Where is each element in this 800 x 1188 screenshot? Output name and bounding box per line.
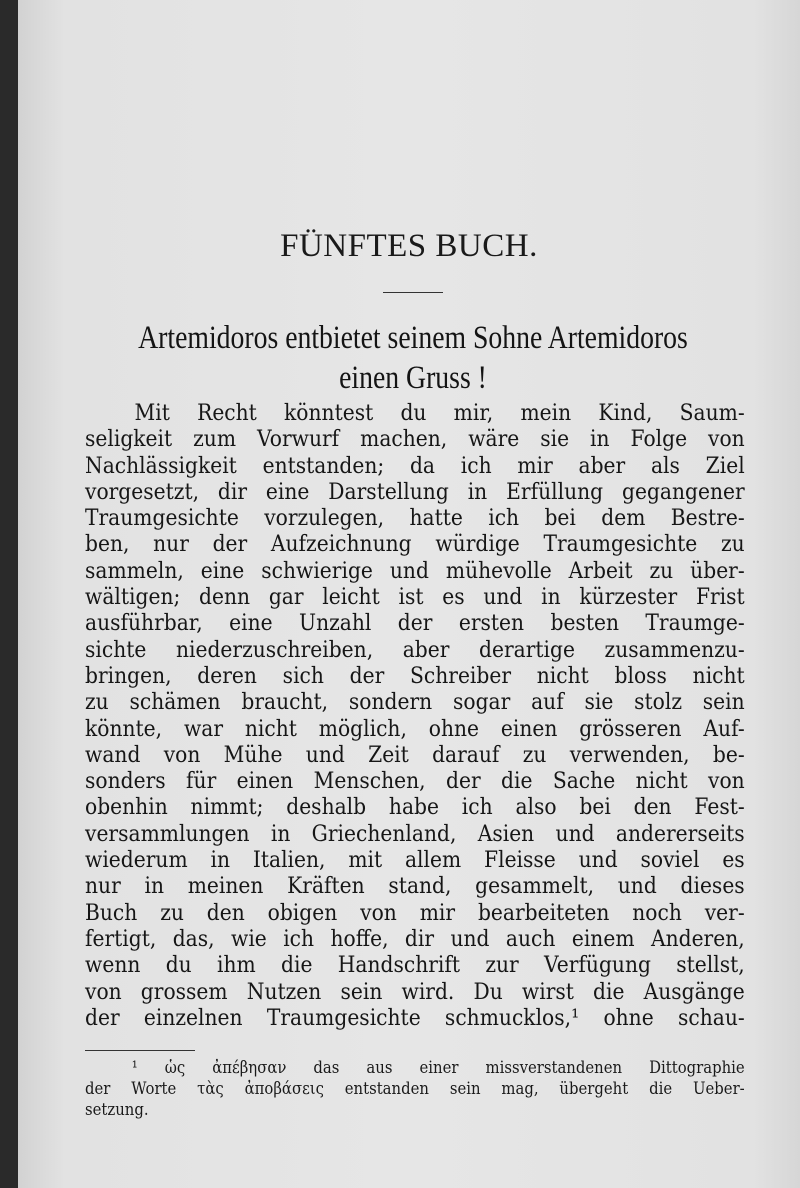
body-line: ben, nur der Aufzeichnung würdige Traumgesichte zu <box>85 531 745 558</box>
chapter-title: FÜNFTES BUCH. <box>280 228 538 264</box>
body-line: wiederum in Italien, mit allem Fleisse und soviel es <box>85 847 745 874</box>
footnote-divider <box>85 1050 195 1051</box>
heading-line-1: Artemidoros entbietet seinem Sohne Artemidoros <box>138 320 688 356</box>
body-line: sammeln, eine schwierige und mühevolle Arbeit zu über- <box>85 557 745 584</box>
footnote-line: ¹ ὡς ἀπέβησαν das aus einer missverstandenen Dittographie <box>131 1058 745 1077</box>
body-line: Buch zu den obigen von mir bearbeiteten noch ver- <box>85 899 745 926</box>
body-line: nur in meinen Kräften stand, gesammelt, und dieses <box>85 873 745 900</box>
footnote <box>85 1057 745 1120</box>
body-line: wenn du ihm die Handschrift zur Verfügung stellst, <box>85 952 745 979</box>
body-line: ausführbar, eine Unzahl der ersten besten Traumge- <box>85 610 745 637</box>
body-text <box>85 400 745 1031</box>
footnote-line: setzung. <box>85 1100 149 1119</box>
body-line: zu schämen braucht, sondern sogar auf sie stolz sein <box>85 689 745 716</box>
book-page <box>18 0 800 1188</box>
body-line: der einzelnen Traumgesichte schmucklos,¹ ohne schau- <box>85 1004 745 1031</box>
heading-line-2: einen Gruss ! <box>339 360 487 396</box>
body-line: vorgesetzt, dir eine Darstellung in Erfüllung gegangener <box>85 478 745 505</box>
body-line: Traumgesichte vorzulegen, hatte ich bei dem Bestre- <box>85 505 745 532</box>
body-line: wand von Mühe und Zeit darauf zu verwenden, be- <box>85 741 745 768</box>
body-line: fertigt, das, wie ich hoffe, dir und auch einem Anderen, <box>85 925 745 952</box>
body-line: Mit Recht könntest du mir, mein Kind, Saum- <box>134 400 745 426</box>
body-line: sichte niederzuschreiben, aber derartige zusammenzu- <box>85 636 745 663</box>
body-line: wältigen; denn gar leicht ist es und in kürzester Frist <box>85 584 745 611</box>
body-line: bringen, deren sich der Schreiber nicht bloss nicht <box>85 662 745 689</box>
body-line: von grossem Nutzen sein wird. Du wirst die Ausgänge <box>85 978 745 1005</box>
body-line: könnte, war nicht möglich, ohne einen grösseren Auf- <box>85 715 745 742</box>
body-line: obenhin nimmt; deshalb habe ich also bei den Fest- <box>85 794 745 821</box>
body-line: Nachlässigkeit entstanden; da ich mir aber als Ziel <box>85 452 745 479</box>
body-line: sonders für einen Menschen, der die Sache nicht von <box>85 768 745 795</box>
letter-heading <box>135 318 691 398</box>
body-line: seligkeit zum Vorwurf machen, wäre sie in Folge von <box>85 426 745 453</box>
footnote-line: der Worte τὰς ἀποβάσεις entstanden sein mag, übergeht die Ueber- <box>85 1079 745 1098</box>
body-line: versammlungen in Griechenland, Asien und andererseits <box>85 820 745 847</box>
title-divider <box>383 292 443 293</box>
